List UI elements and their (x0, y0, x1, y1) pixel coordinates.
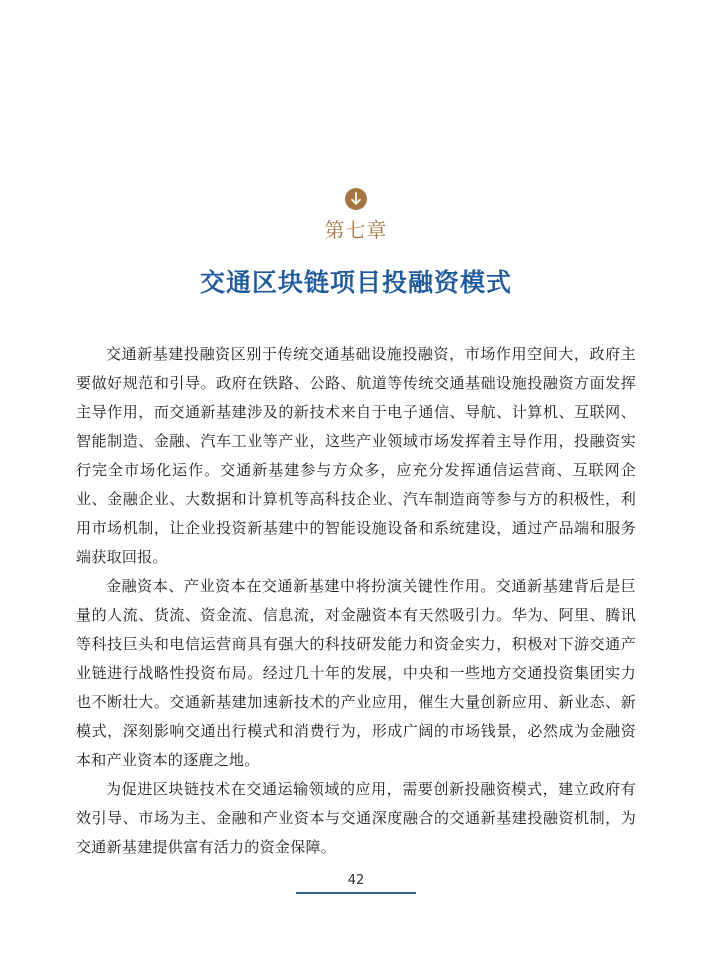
body-text (76, 340, 636, 862)
paragraph: 为促进区块链技术在交通运输领域的应用，需要创新投融资模式，建立政府有效引导、市场为主、金融和产业资本与交通深度融合的交通新基建投融资机制，为交通新基建提供富有活力的资金保障。 (76, 780, 636, 856)
chapter-label: 第七章 (324, 218, 388, 242)
paragraph: 交通新基建投融资区别于传统交通基础设施投融资，市场作用空间大，政府主要做好规范和引导。政府在铁路、公路、航道等传统交通基础设施投融资方面发挥主导作用，而交通新基建涉及的新技术来自于电子通信、导航、计算机、互联网、智能制造、金融、汽车工业等产业，这些产业领域市场发挥着主导作用，投融资实行完全市场化运作。交通新基建参与方众多，应充分发挥通信运营商、互联网企业、金融企业、大数据和计算机等高科技企业、汽车制造商等参与方的积极性，利用市场机制，让企业投资新基建中的智能设施设备和系统建设，通过产品端和服务端获取回报。 (76, 345, 636, 566)
page-number-rule (296, 892, 416, 894)
arrow-down-circle-icon (345, 188, 367, 210)
page-number: 42 (347, 873, 365, 888)
chapter-title: 交通区块链项目投融资模式 (199, 268, 512, 297)
paragraph: 金融资本、产业资本在交通新基建中将扮演关键性作用。交通新基建背后是巨量的人流、货流、资金流、信息流，对金融资本有天然吸引力。华为、阿里、腾讯等科技巨头和电信运营商具有强大的科技研发能力和资金实力，积极对下游交通产业链进行战略性投资布局。经过几十年的发展，中央和一些地方交通投资集团实力也不断壮大。交通新基建加速新技术的产业应用，催生大量创新应用、新业态、新模式，深刻影响交通出行模式和消费行为，形成广阔的市场钱景，必然成为金融资本和产业资本的逐鹿之地。 (76, 577, 636, 769)
